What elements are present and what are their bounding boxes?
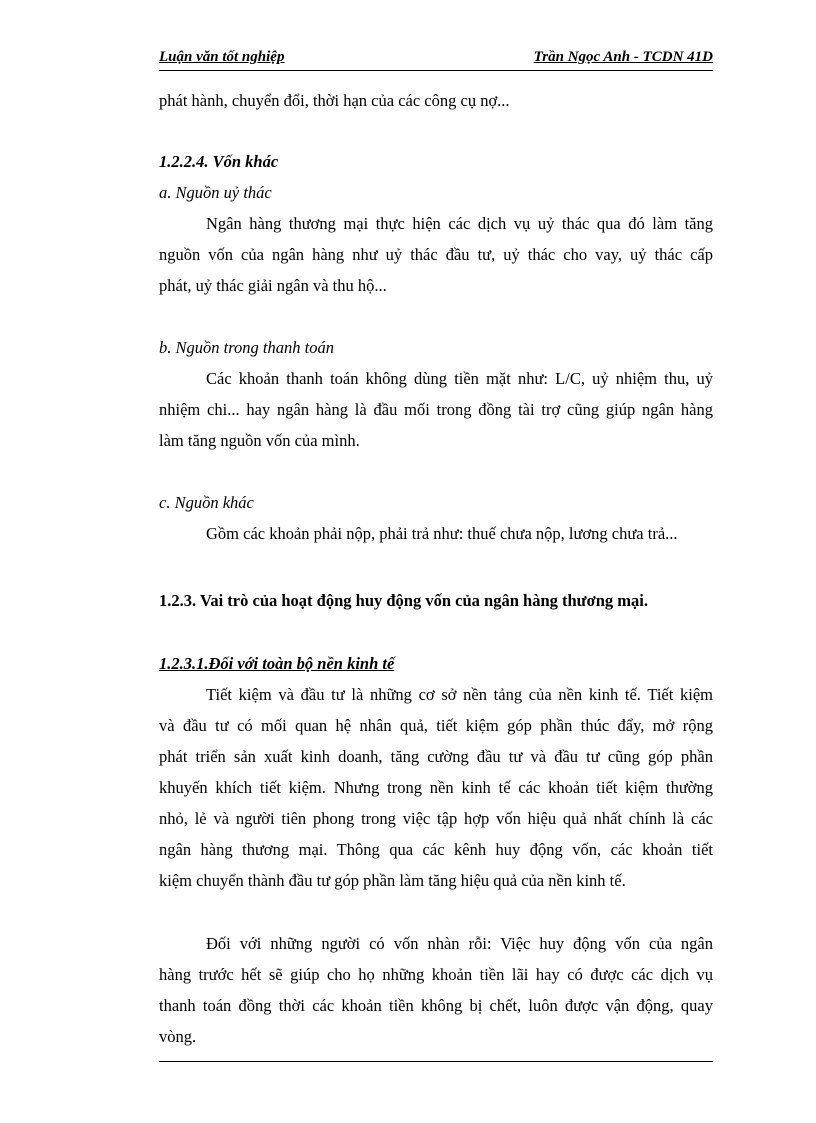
section-heading-1231: 1.2.3.1.Đối với toàn bộ nền kinh tế (159, 654, 395, 673)
subheading-b: b. Nguồn trong thanh toán (159, 338, 334, 357)
text-line: và đầu tư có mối quan hệ nhân quả, tiết kiệm góp phần thúc đẩy, mở rộng (159, 716, 713, 735)
header-thesis-label: Luận văn tốt nghiệp (159, 49, 285, 65)
header-author: Trần Ngọc Anh - TCDN 41D (533, 49, 713, 65)
text-line: nhiệm chi... hay ngân hàng là đầu mối trong đồng tài trợ cũng giúp ngân hàng (159, 400, 713, 419)
text-line: khuyến khích tiết kiệm. Nhưng trong nền kinh tế các khoản tiết kiệm thường (159, 778, 713, 797)
footer-rule (159, 1061, 713, 1062)
section-heading-1224: 1.2.2.4. Vốn khác (159, 152, 279, 171)
subheading-a: a. Nguồn uỷ thác (159, 183, 272, 202)
text-line: Ngân hàng thương mại thực hiện các dịch vụ uỷ thác qua đó làm tăng (206, 214, 713, 233)
subheading-c: c. Nguồn khác (159, 493, 254, 512)
text-line: nguồn vốn của ngân hàng như uỷ thác đầu tư, uỷ thác cho vay, uỷ thác cấp (159, 245, 713, 264)
page-header (159, 49, 713, 71)
text-line: phát, uỷ thác giải ngân và thu hộ... (159, 276, 387, 295)
text-line: Gồm các khoản phải nộp, phải trả như: thuế chưa nộp, lương chưa trả... (206, 524, 678, 543)
text-line: làm tăng nguồn vốn của mình. (159, 431, 360, 450)
text-line: phát triển sản xuất kinh doanh, tăng cường đầu tư và đầu tư cũng góp phần (159, 747, 713, 766)
header-rule (159, 70, 713, 71)
text-line: hàng trước hết sẽ giúp cho họ những khoản tiền lãi hay có được các dịch vụ (159, 965, 713, 984)
text-line: Đối với những người có vốn nhàn rỗi: Việc huy động vốn của ngân (206, 934, 713, 953)
text-line: Tiết kiệm và đầu tư là những cơ sở nền tảng của nền kinh tế. Tiết kiệm (206, 685, 713, 704)
text-line: nhỏ, lẻ và người tiên phong trong việc tập hợp vốn hiệu quả nhất chính là các (159, 809, 713, 828)
text-line: ngân hàng thương mại. Thông qua các kênh huy động vốn, các khoản tiết (159, 840, 713, 859)
text-line: vòng. (159, 1027, 197, 1046)
text-line: kiệm chuyển thành đầu tư góp phần làm tăng hiệu quả của nền kinh tế. (159, 871, 626, 890)
section-heading-123: 1.2.3. Vai trò của hoạt động huy động vốn của ngân hàng thương mại. (159, 591, 648, 610)
text-line: Các khoản thanh toán không dùng tiền mặt như: L/C, uỷ nhiệm thu, uỷ (206, 369, 713, 388)
text-line: thanh toán đồng thời các khoản tiền không bị chết, luôn được vận động, quay (159, 996, 713, 1015)
text-line: phát hành, chuyển đổi, thời hạn của các công cụ nợ... (159, 91, 510, 110)
